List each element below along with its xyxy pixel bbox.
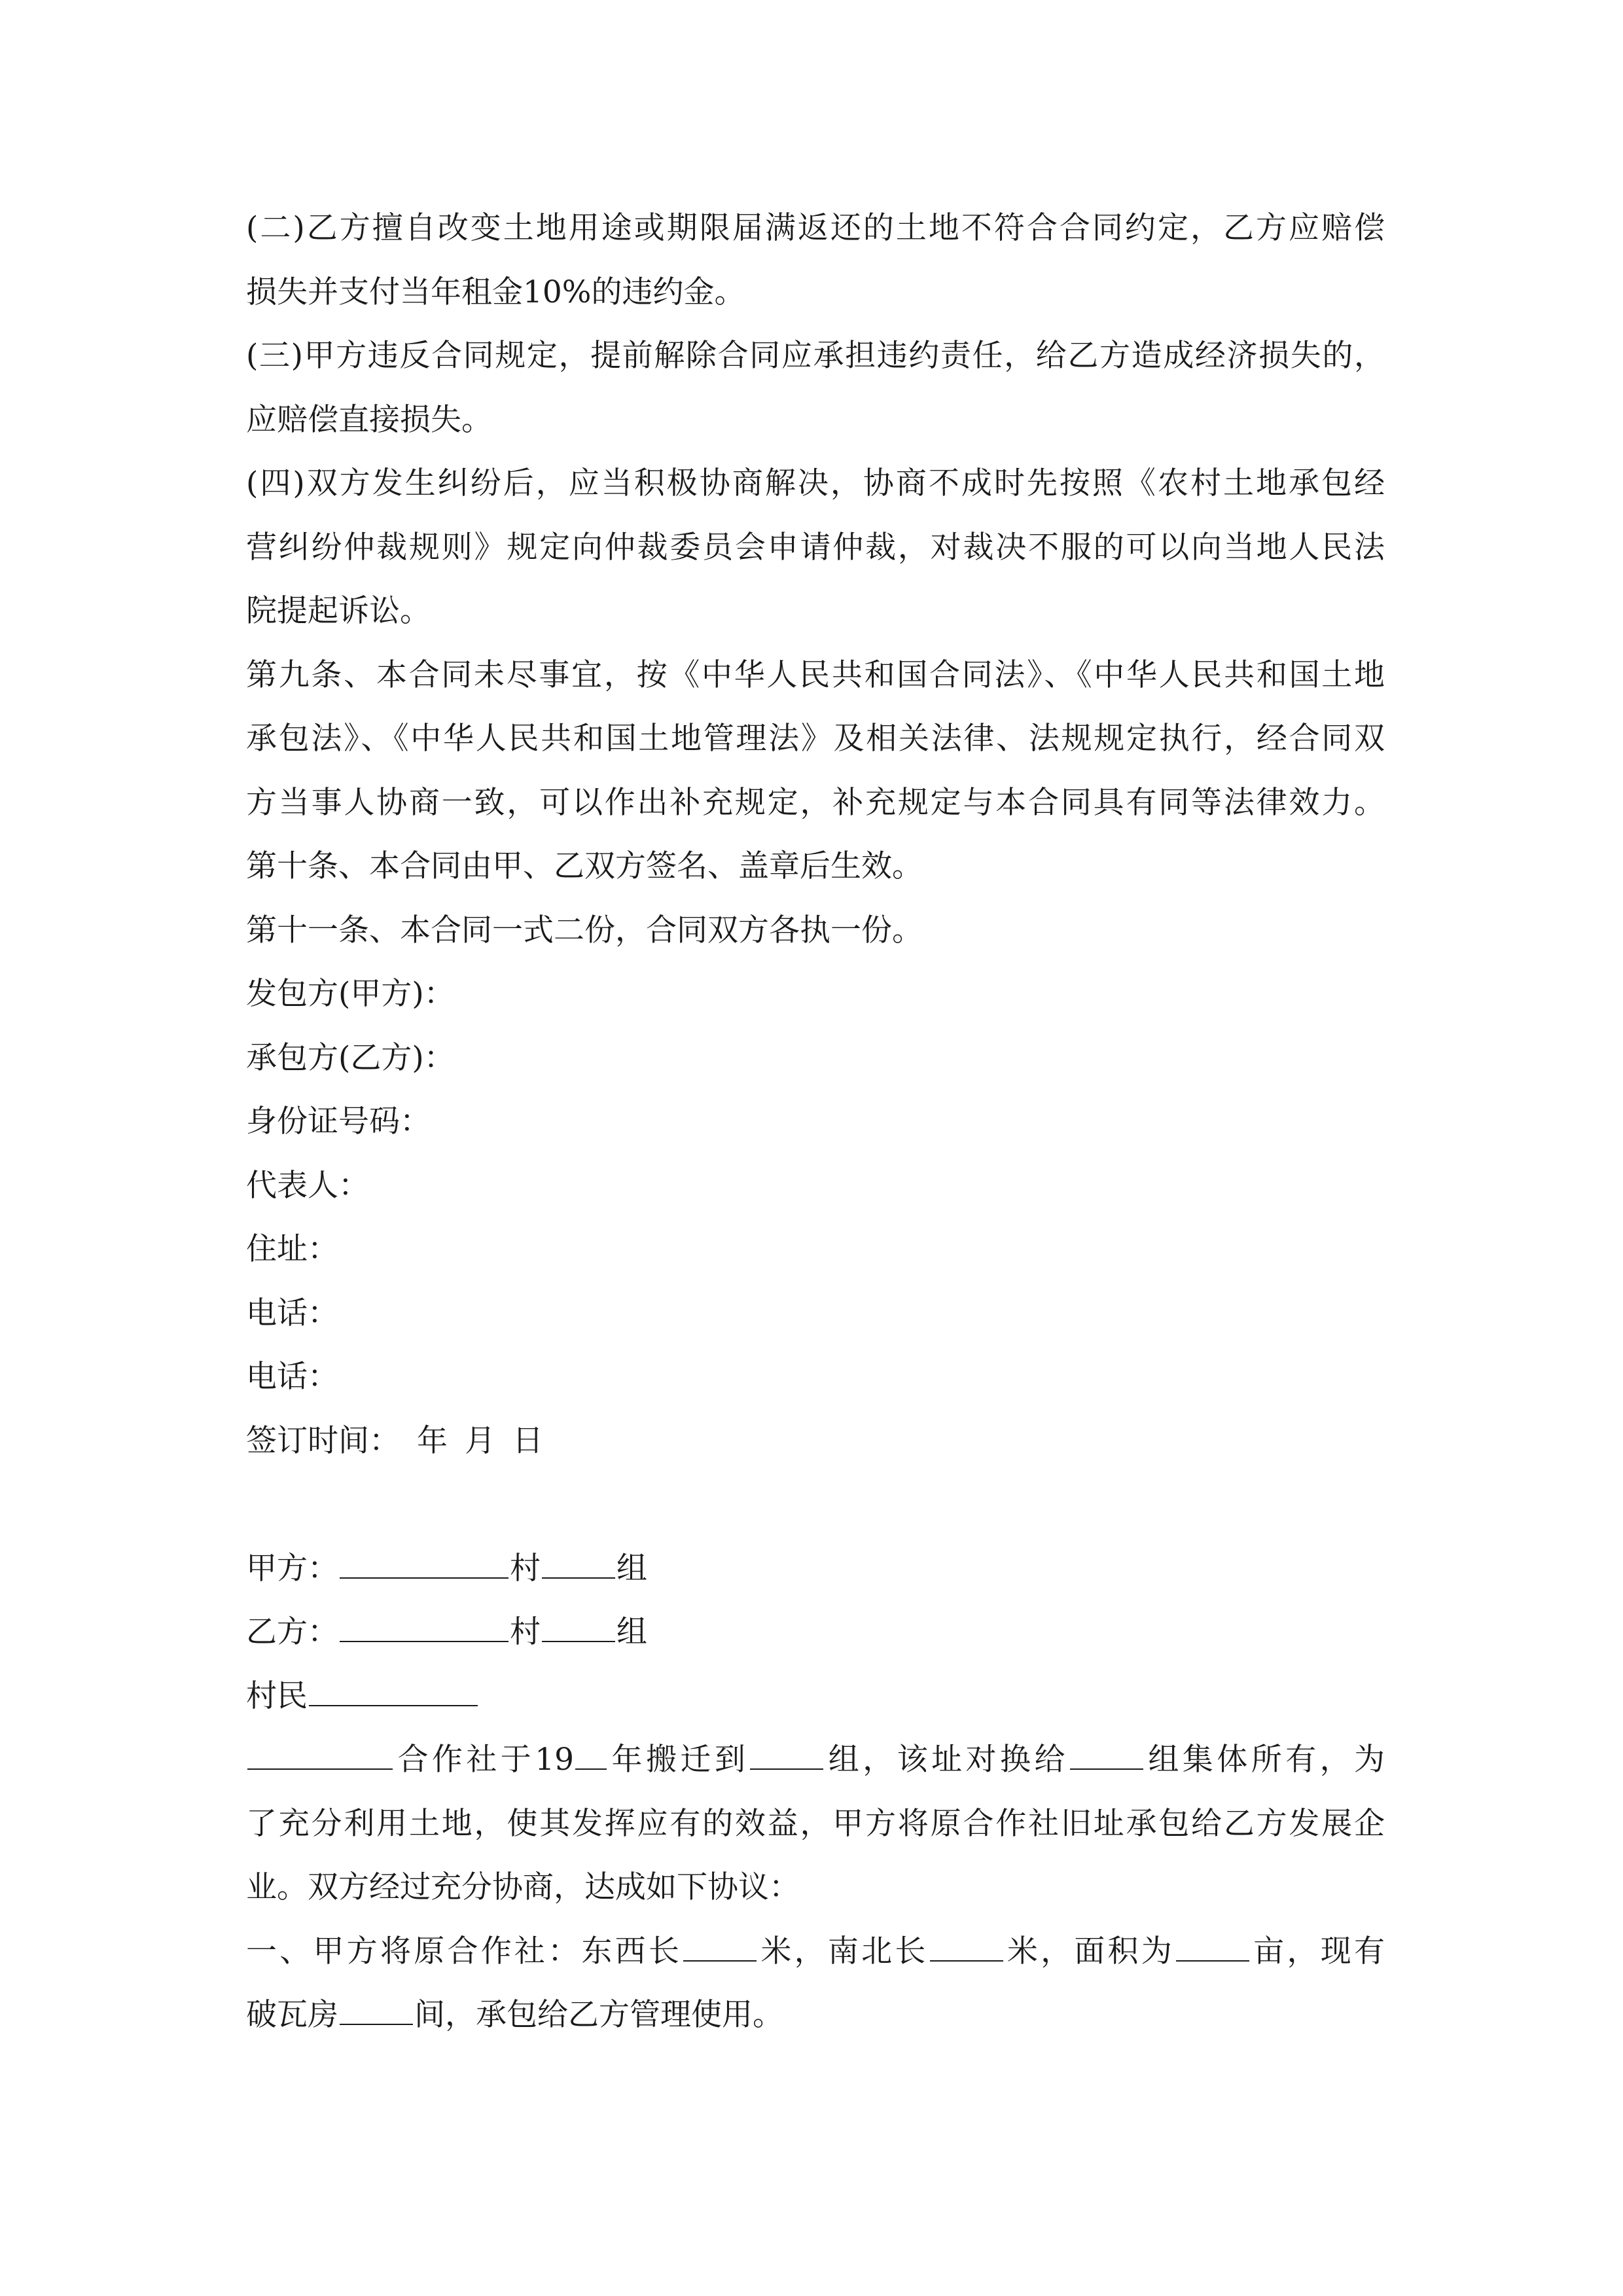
signature-phone-1: 电话： [246,1295,338,1331]
clause-2-line-1: (二)乙方擅自改变土地用途或期限届满返还的土地不符合合同约定，乙方应赔偿 [246,210,1385,246]
clause-3-line-2: 应赔偿直接损失。 [246,401,492,438]
party-a-village-blank [340,1551,508,1579]
clause-3-line-1: (三)甲方违反合同规定，提前解除合同应承担违约责任，给乙方造成经济损失的， [246,338,1385,374]
signature-party-b: 承包方(乙方)： [246,1039,455,1076]
signature-id-number: 身份证号码： [246,1103,431,1139]
section-gap [246,1473,1385,1537]
moved-group-blank [750,1742,823,1770]
item-1-start: 一、甲方将原合作社：东西长 [246,1933,683,1969]
year-blank [575,1742,607,1770]
signature-date-month: 月 [465,1422,495,1459]
party-b-group: 组 [616,1614,647,1650]
villager-label: 村民 [246,1677,308,1714]
signature-address: 住址： [246,1231,338,1267]
group-end-text: 组集体所有，为 [1144,1742,1385,1778]
party-a-group-blank [542,1551,615,1579]
signature-date [246,1409,1385,1473]
second-party-b [246,1600,1385,1664]
signature-party-a: 发包方(甲方)： [246,976,455,1012]
second-villager [246,1664,1385,1729]
signature-phone-2: 电话： [246,1359,338,1395]
item-1-line-2 [246,1983,1385,2047]
second-paragraph-line-1 [246,1728,1385,1792]
article-9-line-3: 方当事人协商一致，可以作出补充规定，补充规定与本合同具有同等法律效力。 [246,784,1385,821]
area-blank [1176,1934,1249,1962]
signature-date-year: 年 [417,1422,448,1459]
north-south-length-blank [930,1934,1003,1962]
signature-representative: 代表人： [246,1167,369,1204]
party-b-village-blank [340,1615,508,1642]
house-count-blank [340,1998,413,2025]
year-prefix: 19 [535,1742,575,1778]
clause-4-line-1: (四)双方发生纠纷后，应当积极协商解决，协商不成时先按照《农村土地承包经 [246,465,1385,501]
party-a-village: 村 [510,1550,541,1587]
clause-2-line-2: 损失并支付当年租金10%的违约金。 [246,274,745,310]
year-suffix: 年搬迁到 [608,1742,749,1778]
item-1-meter-2: 米，面积为 [1004,1933,1175,1969]
party-a-label: 甲方： [246,1550,338,1587]
party-b-village: 村 [510,1614,541,1650]
article-10: 第十条、本合同由甲、乙双方签名、盖章后生效。 [246,848,923,884]
clause-4-line-2: 营纠纷仲裁规则》规定向仲裁委员会申请仲裁，对裁决不服的可以向当地人民法 [246,529,1385,565]
party-a-group: 组 [616,1550,647,1587]
party-b-group-blank [542,1615,615,1642]
item-1-line-2-end: 间，承包给乙方管理使用。 [414,1997,783,2033]
signature-date-day: 日 [512,1422,543,1459]
item-1-line-2-start: 破瓦房 [246,1997,338,2033]
second-party-a [246,1537,1385,1601]
article-11: 第十一条、本合同一式二份，合同双方各执一份。 [246,912,923,948]
article-9-line-2: 承包法》、《中华人民共和国土地管理法》及相关法律、法规规定执行，经合同双 [246,721,1385,757]
item-1-mu: 亩，现有 [1251,1933,1385,1969]
coop-name-blank [247,1742,393,1770]
article-9-line-1: 第九条、本合同未尽事宜，按《中华人民共和国合同法》、《中华人民共和国土地 [246,656,1385,693]
document-body [246,196,1385,2047]
villager-blank [309,1679,478,1706]
exchange-group-blank [1070,1742,1143,1770]
party-b-label: 乙方： [246,1614,338,1650]
group-mid-text: 组，该址对换给 [825,1742,1069,1778]
second-paragraph-line-2: 了充分利用土地，使其发挥应有的效益，甲方将原合作社旧址承包给乙方发展企 [246,1805,1385,1842]
coop-text: 合作社于 [394,1742,535,1778]
second-paragraph-line-3: 业。双方经过充分协商，达成如下协议： [246,1869,800,1905]
item-1-meter-1: 米，南北长 [758,1933,929,1969]
clause-4-line-3: 院提起诉讼。 [246,593,431,629]
item-1-line-1 [246,1920,1385,1984]
signature-date-label: 签订时间： [246,1422,400,1459]
east-west-length-blank [683,1934,757,1962]
